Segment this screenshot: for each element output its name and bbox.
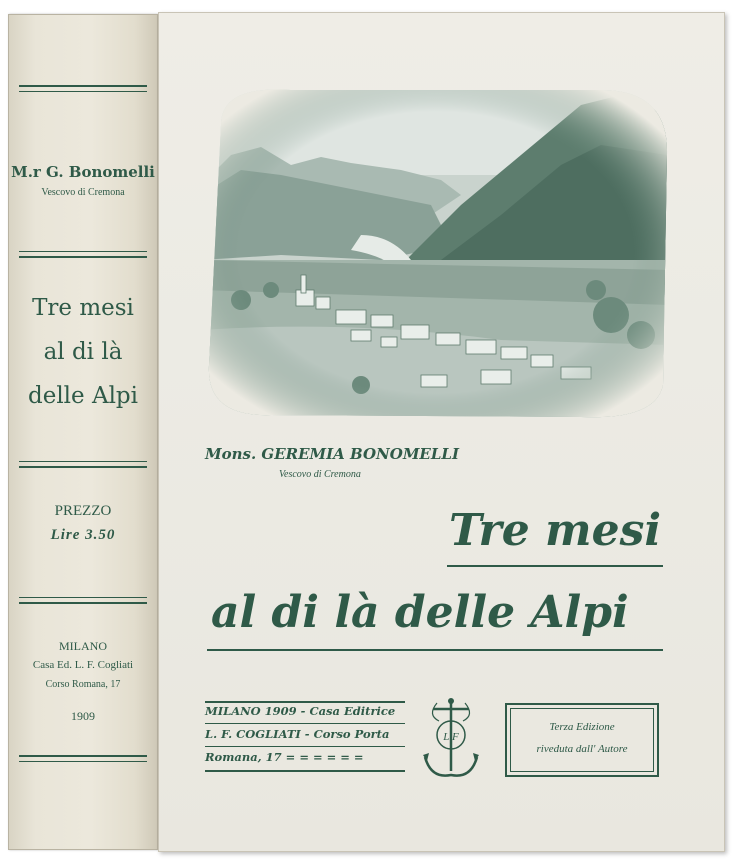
spine-author-role: Vescovo di Cremona: [41, 187, 125, 198]
spine-rule: [19, 91, 147, 92]
title-underline: [447, 565, 663, 567]
title-underline: [207, 649, 663, 651]
imprint-rule: [205, 770, 405, 772]
edition-line: riveduta dall' Autore: [536, 743, 628, 755]
spine-publisher-line: 1909: [71, 709, 95, 723]
edition-box-inner: [510, 708, 654, 772]
spine-author: M.r G. Bonomelli: [11, 163, 155, 181]
spine-price-value: Lire 3.50: [50, 527, 116, 543]
spine-price-label: PREZZO: [54, 503, 112, 519]
spine-rule: [19, 251, 147, 252]
cover-author: Mons. GEREMIA BONOMELLI: [205, 445, 459, 463]
spine-rule: [19, 602, 147, 604]
anchor-logo-icon: [419, 695, 483, 785]
alpine-village-illustration: [201, 85, 671, 420]
spine-rule: [19, 597, 147, 598]
imprint-rule: [205, 723, 405, 724]
imprint-line: MILANO 1909 - Casa Editrice: [205, 704, 396, 718]
cover-author-role: Vescovo di Cremona: [279, 469, 361, 480]
imprint-rule: [205, 746, 405, 747]
imprint-line: L. F. COGLIATI - Corso Porta: [205, 727, 390, 741]
cover-title-line1: Tre mesi: [449, 505, 662, 556]
cover-title-line2: al di là delle Alpi: [211, 587, 629, 638]
front-cover: [158, 12, 725, 852]
edition-line: Terza Edizione: [549, 721, 615, 733]
spine-publisher-line: Casa Ed. L. F. Cogliati: [32, 659, 134, 671]
imprint-line: Romana, 17 = = = = = =: [205, 750, 364, 764]
book-spine: [8, 14, 158, 850]
spine-title-line: Tre mesi: [32, 295, 134, 321]
logo-letters: L F: [443, 731, 459, 743]
spine-rule: [19, 461, 147, 462]
spine-rule: [19, 466, 147, 468]
spine-rule: [19, 85, 147, 87]
spine-rule: [19, 256, 147, 258]
edition-box: [505, 703, 659, 777]
spine-title-line: delle Alpi: [27, 383, 138, 409]
spine-title-line: al di là: [43, 339, 123, 365]
spine-rule: [19, 761, 147, 762]
spine-publisher-line: MILANO: [59, 639, 107, 653]
spine-publisher-line: Corso Romana, 17: [45, 679, 121, 690]
imprint-rule: [205, 701, 405, 703]
spine-rule: [19, 755, 147, 757]
